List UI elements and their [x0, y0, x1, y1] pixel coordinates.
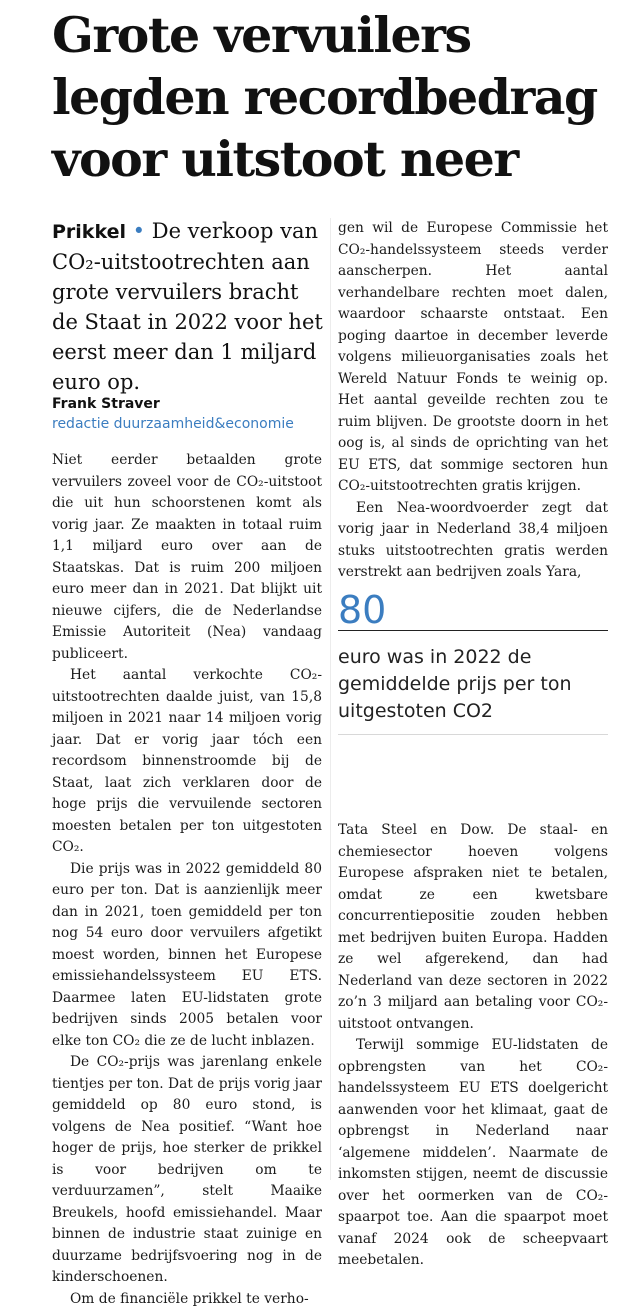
paragraph: Terwijl sommige EU-lidstaten de opbrengsten van het CO₂-handelssysteem EU ETS doelgericht aanwenden voor het klimaat, gaat de opbrengst in Nederland naar ‘algemene middelen’. Naarmate de inkomsten stijgen, neemt de discussie over het oormerken van de CO₂-spaarpot toe. Aan die spaarpot moet vanaf 2024 ook de scheepvaart meebetalen.: [338, 1035, 608, 1272]
pullquote-rule: [338, 630, 608, 631]
paragraph: gen wil de Europese Commissie het CO₂-handelssysteem steeds verder aanscherpen. Het aantal verhandelbare rechten moet dalen, waardoor schaarste ontstaat. Een poging daartoe in december leverde volgens milieuorganisaties zoals het Wereld Natuur Fonds te weinig op. Het aantal geveilde rechten zou te ruim blijven. De grootste doorn in het oog is, al sinds de oprichting van het EU ETS, dat sommige sectoren hun CO₂-uitstootrechten gratis krijgen.: [338, 218, 608, 498]
pullquote-bottom-rule: [338, 734, 608, 735]
column-2: [338, 218, 608, 584]
intro: [52, 216, 324, 397]
paragraph: Niet eerder betaalden grote vervuilers zoveel voor de CO₂-uitstoot die uit hun schoorstenen komt als vorig jaar. Ze maakten in totaal ruim 1,1 miljard euro over aan de Staatskas. Dat is ruim 200 miljoen euro meer dan in 2021. Dat blijkt uit nieuwe cijfers, die de Nederlandse Emissie Autoriteit (Nea) vandaag publiceert.: [52, 450, 322, 665]
paragraph: De CO₂-prijs was jarenlang enkele tientjes per ton. Dat de prijs vorig jaar gemiddeld op 80 euro stond, is volgens de Nea positief. “Want hoe hoger de prijs, hoe sterker de prikkel is voor bedrijven om te verduurzamen”, stelt Maaike Breukels, hoofd emissiehandel. Maar binnen de industrie staat zuinige en duurzame bedrijfsvoering nog in de kinderschoenen.: [52, 1052, 322, 1289]
author-name: Frank Straver: [52, 396, 160, 412]
pullquote-number: 80: [338, 588, 386, 632]
kicker: Prikkel: [52, 221, 126, 243]
paragraph: Die prijs was in 2022 gemiddeld 80 euro per ton. Dat is aanzienlijk meer dan in 2021, toen gemiddeld per ton nog 54 euro door vervuilers afgetikt moest worden, binnen het Europese emissiehandelssysteem EU ETS. Daarmee laten EU-lidstaten grote bedrijven sinds 2005 betalen voor elke ton CO₂ die ze de lucht inblazen.: [52, 859, 322, 1053]
headline: Grote vervuilers legden recordbedrag voor uitstoot neer: [52, 4, 612, 190]
column-3: [338, 820, 608, 1272]
pullquote-text: euro was in 2022 de gemiddelde prijs per ton uitgestoten CO2: [338, 644, 608, 725]
paragraph: Om de financiële prikkel te verho-: [52, 1289, 322, 1310]
paragraph: Een Nea-woordvoerder zegt dat vorig jaar in Nederland 38,4 miljoen stuks uitstootrechten gratis werden verstrekt aan bedrijven zoals Yara,: [338, 498, 608, 584]
column-divider: [330, 218, 331, 1180]
column-1: [52, 450, 322, 1310]
paragraph: Het aantal verkochte CO₂-uitstootrechten daalde juist, van 15,8 miljoen in 2021 naar 14 miljoen vorig jaar. Dat er vorig jaar tóch een recordsom binnenstroomde bij de Staat, laat zich verklaren door de hoge prijs die vervuilende sectoren moesten betalen per ton uitgestoten CO₂.: [52, 665, 322, 859]
paragraph: Tata Steel en Dow. De staal- en chemiesector hoeven volgens Europese afspraken niet te betalen, omdat ze een kwetsbare concurrentiepositie zouden hebben met bedrijven buiten Europa. Hadden ze wel afgerekend, dan had Nederland van deze sectoren in 2022 zo’n 3 miljard aan betaling voor CO₂-uitstoot ontvangen.: [338, 820, 608, 1035]
author-desk: redactie duurzaamheid&economie: [52, 416, 294, 432]
intro-text: De verkoop van CO₂-uitstootrechten aan grote vervuilers bracht de Staat in 2022 voor het eerst meer dan 1 miljard euro op.: [52, 219, 323, 394]
kicker-separator: •: [133, 219, 145, 243]
